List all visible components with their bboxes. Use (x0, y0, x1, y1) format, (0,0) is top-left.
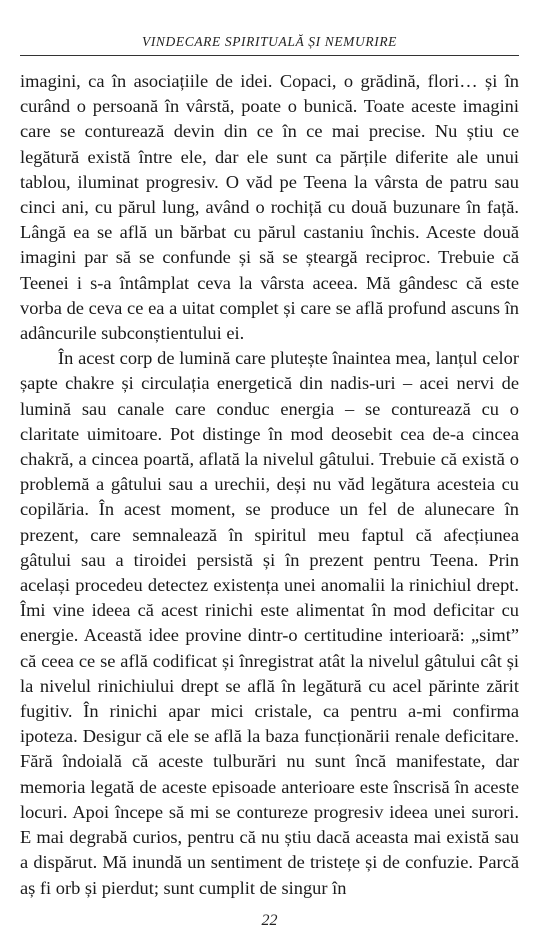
paragraph: imagini, ca în asociațiile de idei. Copaci, o grădină, flori… și în curând o persoană în vârstă, poate o bunică. Toate aceste imagini care se conturează devin din ce în ce mai precise. Nu știu ce legătură există între ele, dar ele sunt ca părțile diferite ale unui tablou, iluminat progresiv. O văd pe Teena la vârsta de patru sau cinci ani, cu părul lung, având o rochiță cu două buzunare în față. Lângă ea se află un bărbat cu părul castaniu închis. Aceste două imagini par să se confunde și să se șteargă reciproc. Trebuie că Teenei i s-a întâmplat ceva la vârsta aceea. Mă gândesc că este vorba de ceva ce ea a uitat complet și care se află profund ascuns în adâncurile subconștientului ei. (20, 71, 519, 344)
header-divider (20, 55, 519, 56)
paragraph: În acest corp de lumină care plutește înaintea mea, lanțul celor șapte chakre și circulația energetică din nadis-uri – acei nervi de lumină sau canale care conduc energia – se conturează cu o claritate uimitoare. Pot distinge în mod deosebit cea de-a cincea chakră, a cincea poartă, aflată la nivelul gâtului. Trebuie că există o problemă a gâtului sau a urechii, deși nu văd legătura acesteia cu copilăria. În acest moment, se produce un fel de alunecare în prezent, care semnalează în spiritul meu faptul că afecțiunea gâtului sau a tiroidei persistă și în prezent pentru Teena. Prin același procedeu detectez existența unei anomalii la rinichiul drept. Îmi vine ideea că acest rinichi este alimentat în mod deficitar cu energie. Această idee provine dintr-o certitudine interioară: „simt” că ceea ce se află codificat și înregistrat atât la nivelul gâtului cât și la nivelul rinichiului drept se află în legătură cu acel părinte zărit fugitiv. În rinichi apar mici cristale, ca pentru a-mi confirma ipoteza. Desigur că ele se află la baza funcționării renale deficitare. Fără îndoială că aceste tulburări nu sunt încă manifestate, dar memoria legată de aceste episoade anterioare este înscrisă în aceste locuri. Apoi începe să mi se contureze progresiv ideea unei surori. E mai degrabă curios, pentru că nu știu dacă aceasta mai există sau a dispărut. Mă inundă un sentiment de tristețe și de confuzie. Parcă aș fi orb și pierdut; sunt cumplit de singur în (20, 348, 519, 898)
body-text (20, 69, 519, 901)
page-number: 22 (261, 912, 278, 929)
running-header: VINDECARE SPIRITUALĂ ȘI NEMURIRE (141, 34, 398, 49)
